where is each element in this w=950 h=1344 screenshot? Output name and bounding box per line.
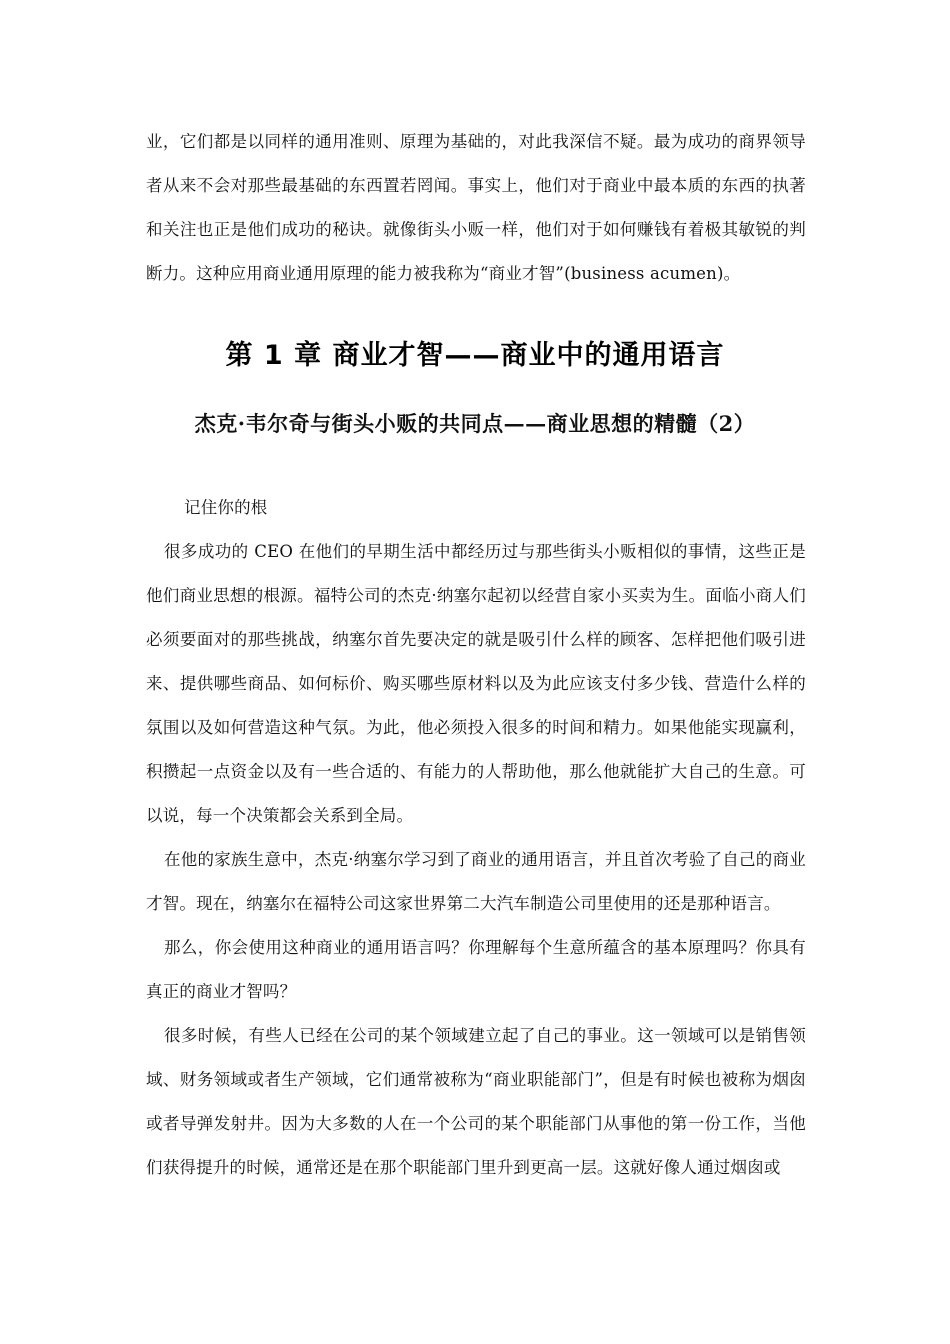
section-title: 杰克·韦尔奇与街头小贩的共同点——商业思想的精髓（2） — [194, 411, 756, 436]
body-paragraph-3: 那么，你会使用这种商业的通用语言吗？你理解每个生意所蕴含的基本原理吗？你具有真正的商业才智吗？ — [146, 938, 806, 1001]
subheading: 记住你的根 — [184, 498, 268, 517]
intro-paragraph: 业，它们都是以同样的通用准则、原理为基础的，对此我深信不疑。最为成功的商界领导者从来不会对那些最基础的东西置若罔闻。事实上，他们对于商业中最本质的东西的执著和关注也正是他们成功的秘诀。就像街头小贩一样，他们对于如何赚钱有着极其敏锐的判断力。这种应用商业通用原理的能力被我称为“商业才智”(business acumen)。 — [146, 132, 806, 283]
body-paragraph-1: 很多成功的 CEO 在他们的早期生活中都经历过与那些街头小贩相似的事情，这些正是他们商业思想的根源。福特公司的杰克·纳塞尔起初以经营自家小买卖为生。面临小商人们必须要面对的那些挑战，纳塞尔首先要决定的就是吸引什么样的顾客、怎样把他们吸引进来、提供哪些商品、如何标价、购买哪些原材料以及为此应该支付多少钱、营造什么样的氛围以及如何营造这种气氛。为此，他必须投入很多的时间和精力。如果他能实现赢利，积攒起一点资金以及有一些合适的、有能力的人帮助他，那么他就能扩大自己的生意。可以说，每一个决策都会关系到全局。 — [146, 542, 806, 825]
intro-block — [146, 120, 806, 296]
body-block — [146, 486, 806, 1190]
chapter-title: 第 1 章 商业才智——商业中的通用语言 — [225, 340, 725, 371]
body-paragraph-4: 很多时候，有些人已经在公司的某个领域建立起了自己的事业。这一领域可以是销售领域、财务领域或者生产领域，它们通常被称为“商业职能部门”，但是有时候也被称为烟囱或者导弹发射井。因为大多数的人在一个公司的某个职能部门从事他的第一份工作，当他们获得提升的时候，通常还是在那个职能部门里升到更高一层。这就好像人通过烟囱或 — [146, 1026, 806, 1177]
body-paragraph-2: 在他的家族生意中，杰克·纳塞尔学习到了商业的通用语言，并且首次考验了自己的商业才智。现在，纳塞尔在福特公司这家世界第二大汽车制造公司里使用的还是那种语言。 — [146, 850, 806, 913]
